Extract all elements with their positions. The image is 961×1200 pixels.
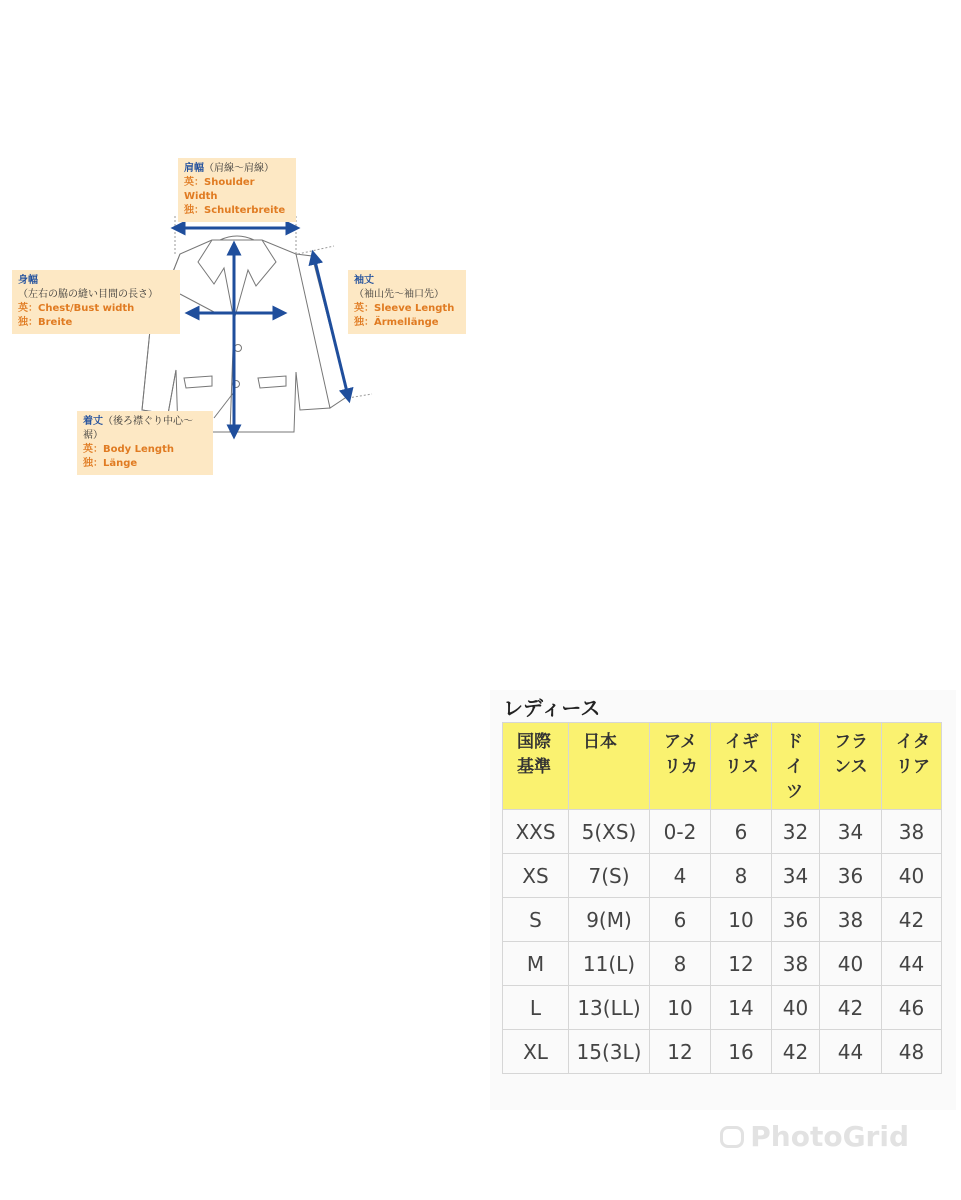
column-header-line: リス	[725, 757, 759, 777]
watermark-text: PhotoGrid	[750, 1120, 909, 1153]
table-header-row	[503, 723, 942, 810]
sleeve-title: 袖丈	[354, 275, 374, 286]
table-cell: XXS	[503, 810, 569, 854]
column-header-line: ンス	[834, 757, 868, 777]
table-row	[503, 810, 942, 854]
sleeve-length-label	[348, 270, 466, 334]
column-header	[882, 723, 942, 810]
body-title: 着丈	[83, 416, 103, 427]
shoulder-en: 英：Shoulder Width	[184, 177, 255, 202]
column-header-line: フラ	[834, 732, 868, 752]
column-header-line: 基準	[517, 757, 551, 777]
sleeve-note: （袖山先〜袖口先）	[354, 289, 444, 300]
table-cell: 42	[772, 1030, 820, 1074]
sleeve-de: 独：Ärmellänge	[354, 317, 439, 328]
table-cell: 7(S)	[569, 854, 650, 898]
shoulder-title: 肩幅	[184, 163, 204, 174]
table-cell: XL	[503, 1030, 569, 1074]
shoulder-de: 独：Schulterbreite	[184, 205, 286, 216]
table-cell: 36	[772, 898, 820, 942]
table-cell: 38	[820, 898, 882, 942]
table-cell: 40	[820, 942, 882, 986]
photogrid-logo-icon	[720, 1126, 744, 1148]
chest-en: 英：Chest/Bust width	[18, 303, 135, 314]
table-cell: 9(M)	[569, 898, 650, 942]
table-cell: 10	[711, 898, 772, 942]
chest-width-label	[12, 270, 180, 334]
table-row	[503, 898, 942, 942]
column-header	[820, 723, 882, 810]
table-row	[503, 1030, 942, 1074]
table-cell: 42	[882, 898, 942, 942]
table-cell: 40	[882, 854, 942, 898]
table-cell: 46	[882, 986, 942, 1030]
jacket-illustration	[0, 0, 480, 480]
column-header	[503, 723, 569, 810]
column-header	[650, 723, 711, 810]
table-cell: L	[503, 986, 569, 1030]
shoulder-width-label	[178, 158, 296, 222]
column-header-line: イ	[786, 757, 803, 777]
size-conversion-table	[502, 722, 942, 1074]
column-header-line: 国際	[517, 732, 551, 752]
table-cell: 44	[882, 942, 942, 986]
table-cell: 40	[772, 986, 820, 1030]
table-row	[503, 942, 942, 986]
table-cell: 11(L)	[569, 942, 650, 986]
table-cell: 8	[650, 942, 711, 986]
table-cell: 13(LL)	[569, 986, 650, 1030]
table-row	[503, 986, 942, 1030]
table-cell: 12	[711, 942, 772, 986]
table-cell: 34	[772, 854, 820, 898]
column-header	[711, 723, 772, 810]
column-header-line: リカ	[664, 757, 698, 777]
table-cell: 38	[772, 942, 820, 986]
column-header-line: ド	[786, 732, 803, 752]
column-header-line: 日本	[583, 732, 617, 752]
column-header	[569, 723, 650, 810]
sleeve-en: 英：Sleeve Length	[354, 303, 455, 314]
table-cell: 4	[650, 854, 711, 898]
jacket-measurement-diagram	[0, 0, 480, 480]
table-cell: 10	[650, 986, 711, 1030]
column-header	[772, 723, 820, 810]
table-cell: 12	[650, 1030, 711, 1074]
table-cell: 36	[820, 854, 882, 898]
body-de: 独：Länge	[83, 458, 138, 469]
table-cell: 14	[711, 986, 772, 1030]
table-cell: XS	[503, 854, 569, 898]
size-table-title: レディース	[503, 696, 601, 720]
chest-de: 独：Breite	[18, 317, 73, 328]
body-length-label	[77, 411, 213, 475]
body-note: （後ろ襟ぐり中心〜裾）	[83, 416, 193, 441]
chest-title: 身幅	[18, 275, 38, 286]
table-cell: 16	[711, 1030, 772, 1074]
table-cell: 15(3L)	[569, 1030, 650, 1074]
table-body	[503, 810, 942, 1074]
column-header-line: イギ	[725, 732, 759, 752]
table-cell: 8	[711, 854, 772, 898]
table-cell: 5(XS)	[569, 810, 650, 854]
column-header-line: アメ	[664, 732, 697, 752]
table-cell: 34	[820, 810, 882, 854]
shoulder-note: （肩線〜肩線）	[204, 163, 274, 174]
column-header-line: ツ	[786, 782, 803, 802]
body-en: 英：Body Length	[83, 444, 174, 455]
table-cell: 32	[772, 810, 820, 854]
table-cell: 6	[650, 898, 711, 942]
table-cell: 0-2	[650, 810, 711, 854]
table-cell: S	[503, 898, 569, 942]
table-cell: M	[503, 942, 569, 986]
table-row	[503, 854, 942, 898]
table-cell: 38	[882, 810, 942, 854]
photogrid-watermark	[720, 1120, 909, 1153]
column-header-line: イタ	[896, 732, 930, 752]
table-cell: 48	[882, 1030, 942, 1074]
chest-note: （左右の脇の縫い目間の長さ）	[18, 289, 158, 300]
table-cell: 44	[820, 1030, 882, 1074]
table-cell: 42	[820, 986, 882, 1030]
column-header-line: リア	[896, 757, 930, 777]
table-cell: 6	[711, 810, 772, 854]
